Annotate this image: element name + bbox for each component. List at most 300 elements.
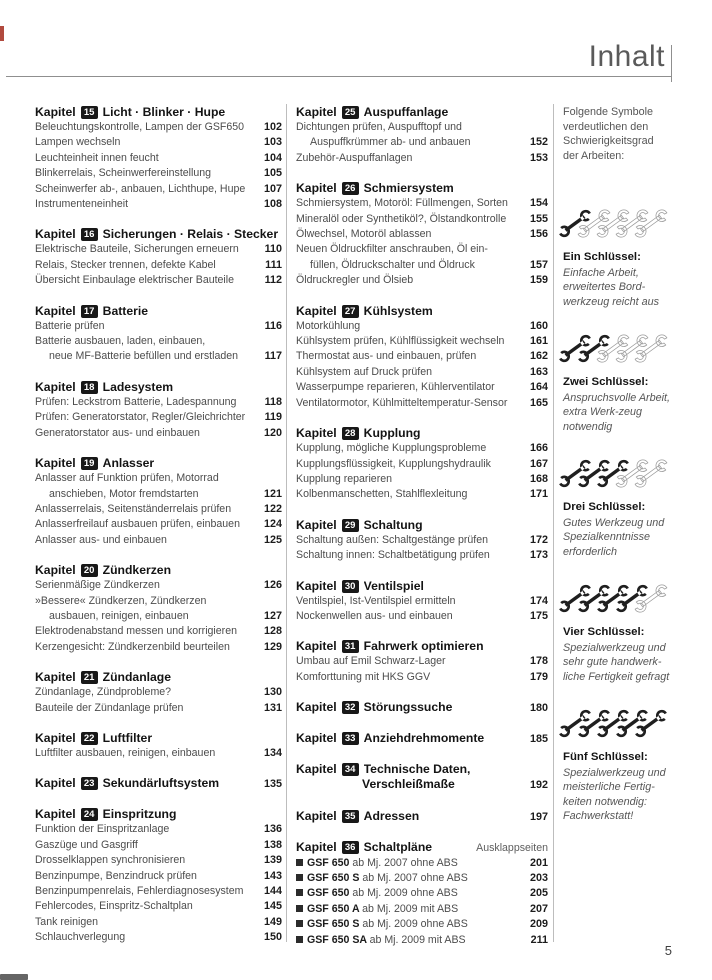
chapter-title: Licht · Blinker · Hupe: [102, 105, 226, 119]
chapter-heading: [35, 562, 282, 578]
difficulty-level: [563, 451, 705, 559]
page-number: 138: [263, 838, 282, 851]
chapter-heading: [296, 104, 548, 120]
chapter-title: Schmiersystem: [363, 181, 454, 196]
page-number: 126: [263, 579, 282, 592]
page-number: 144: [263, 885, 282, 897]
entry-text: Ventilspiel, Ist-Ventilspiel ermitteln: [296, 594, 456, 607]
entry-text: Zündanlage, Zündprobleme?: [35, 686, 172, 699]
wrench-icon-filled: [603, 451, 622, 497]
toc-entry: [296, 242, 548, 257]
page-number: 157: [529, 258, 548, 271]
chapter-section: [296, 578, 548, 625]
wrench-icon-filled: [584, 326, 603, 372]
toc-entry: [296, 533, 548, 548]
toc-column-right: [296, 104, 548, 948]
chapter-word: Kapitel: [35, 456, 76, 471]
entry-text: Nockenwellen aus- und einbauen: [296, 609, 453, 622]
chapter-heading: [296, 578, 548, 594]
chapter-heading: [296, 761, 548, 777]
page-number: 116: [264, 319, 282, 332]
toc-entry: [35, 578, 282, 593]
chapter-title: Einspritzung: [102, 807, 177, 822]
wrench-icon-outline: [641, 201, 660, 247]
scan-mark-top-left: [0, 26, 4, 41]
chapter-number-badge: 24: [81, 808, 98, 821]
square-bullet-icon: [296, 874, 303, 881]
page-title: Inhalt: [588, 40, 665, 73]
chapter-title: Störungssuche: [363, 700, 453, 715]
toc-entry: [296, 151, 548, 166]
entry-text: Tank reinigen: [35, 915, 99, 928]
toc-entry: [35, 135, 282, 150]
entry-text: Batterie ausbauen, laden, einbauen,: [35, 335, 206, 348]
chapter-word: Kapitel: [35, 730, 76, 745]
toc-entry: [35, 319, 282, 334]
toc-entry: [296, 135, 548, 150]
wrench-row: [565, 326, 705, 372]
entry-text: Ventilatormotor, Kühlmitteltemperatur-Sensor: [296, 396, 508, 409]
chapter-section: [35, 104, 282, 212]
toc-entry: [296, 487, 548, 502]
page-number: 168: [529, 472, 548, 485]
column-divider: [286, 104, 287, 942]
chapter-section: [35, 455, 282, 548]
entry-text: GSF 650 SA ab Mj. 2009 mit ABS: [296, 933, 527, 948]
page-number: 162: [529, 350, 548, 363]
chapter-title: Luftfilter: [102, 730, 153, 745]
entry-text: Blinkerrelais, Scheinwerfereinstellung: [35, 167, 212, 180]
page-number: 164: [529, 381, 548, 394]
toc-entry: [296, 212, 548, 227]
chapter-number-badge: 16: [81, 228, 98, 241]
page-number: 174: [529, 594, 548, 607]
page-number: 130: [263, 686, 282, 699]
chapter-number-badge: 36: [342, 841, 359, 854]
page-number: 102: [263, 121, 282, 133]
chapter-word: Kapitel: [296, 105, 337, 119]
page-number: 159: [529, 274, 548, 287]
page-number: 127: [263, 609, 282, 622]
chapter-word: Kapitel: [35, 807, 76, 822]
entry-text: GSF 650 ab Mj. 2007 ohne ABS: [296, 856, 526, 871]
chapter-title: Anziehdrehmomente: [363, 731, 485, 746]
entry-text: Schaltung innen: Schaltbetätigung prüfen: [296, 549, 490, 562]
chapter-title: Fahrwerk optimieren: [363, 639, 484, 654]
chapter-title: Kühlsystem: [363, 303, 433, 318]
toc-entry: [296, 334, 548, 349]
toc-entry: [35, 151, 282, 166]
wrench-row: [565, 451, 705, 497]
model-name: GSF 650 S: [307, 918, 363, 931]
toc-entry: [35, 349, 282, 364]
entry-text: GSF 650 A ab Mj. 2009 mit ABS: [296, 902, 526, 917]
chapter-number-badge: 17: [81, 305, 98, 318]
page-number: 108: [263, 198, 282, 211]
entry-text: Mineralöl oder Synthetiköl?, Ölstandkontrolle: [296, 212, 507, 225]
page-number: 180: [529, 702, 548, 715]
entry-text: Relais, Stecker trennen, defekte Kabel: [35, 258, 216, 271]
toc-entry: [35, 640, 282, 655]
page-number: 163: [529, 365, 548, 378]
entry-text: Komforttuning mit HKS GGV: [296, 670, 431, 683]
chapter-section: [296, 425, 548, 503]
page-number: 128: [263, 625, 282, 638]
wrench-icon-filled: [622, 576, 641, 622]
entry-text: Kolbenmanschetten, Stahlflexleitung: [296, 488, 468, 501]
chapter-number-badge: 21: [81, 671, 98, 684]
page-number: 107: [263, 182, 282, 195]
entry-text: Prüfen: Leckstrom Batterie, Ladespannung: [35, 395, 237, 408]
page-number: 136: [263, 823, 282, 836]
chapter-section: [35, 806, 282, 945]
entry-text: füllen, Öldruckschalter und Öldruck: [310, 258, 475, 271]
wrench-icon-filled: [641, 701, 660, 747]
entry-text: Kupplung reparieren: [296, 472, 393, 485]
chapter-word: Kapitel: [296, 426, 337, 441]
chapter-number-badge: 23: [81, 777, 98, 790]
difficulty-level: [563, 576, 705, 684]
page-number: 120: [263, 426, 282, 439]
toc-entry: [35, 899, 282, 914]
entry-text: ausbauen, reinigen, einbauen: [49, 609, 189, 622]
entry-text: Anlasserrelais, Seitenständerrelais prüfen: [35, 502, 232, 515]
chapter-section: [296, 104, 548, 166]
page-number: 178: [529, 655, 548, 668]
square-bullet-icon: [296, 920, 303, 927]
page-number: 172: [529, 533, 548, 546]
entry-text: Leuchteinheit innen feucht: [35, 151, 159, 164]
chapter-number-badge: 34: [342, 763, 359, 776]
chapter-heading-line2: [296, 777, 548, 793]
wrench-row: [565, 701, 705, 747]
entry-text: Instrumenteneinheit: [35, 198, 129, 211]
chapter-word: Kapitel: [296, 578, 337, 593]
entry-text: Kühlsystem auf Druck prüfen: [296, 365, 433, 378]
chapter-title: Anlasser: [102, 456, 155, 471]
page-number: 171: [529, 488, 548, 501]
chapter-section: [35, 226, 282, 288]
chapter-word: Kapitel: [296, 303, 337, 318]
toc-entry: [296, 349, 548, 364]
chapter-section: [296, 699, 548, 716]
chapter-section: [35, 775, 282, 792]
chapter-title: Zündanlage: [102, 670, 172, 685]
entry-text: Generatorstator aus- und einbauen: [35, 426, 200, 439]
toc-column-left: [35, 104, 282, 946]
legend-intro-text: Folgende Symbole verdeutlichen den Schwierigkeitsgrad der Arbeiten:: [563, 106, 654, 162]
entry-text: Funktion der Einspritzanlage: [35, 823, 170, 836]
page-number: 139: [263, 854, 282, 867]
page-number: 156: [529, 228, 548, 241]
chapter-section: [296, 839, 548, 948]
difficulty-legend: [563, 105, 705, 841]
page-number: 150: [263, 931, 282, 944]
toc-entry: [296, 933, 548, 948]
chapter-title: Ventilspiel: [363, 578, 424, 593]
chapter-section: [296, 730, 548, 747]
entry-text: GSF 650 S ab Mj. 2009 ohne ABS: [296, 917, 526, 932]
page-number: 131: [263, 701, 282, 714]
toc-entry: [35, 822, 282, 837]
chapter-number-badge: 32: [342, 701, 359, 714]
chapter-number-badge: 26: [342, 182, 359, 195]
page-number: 143: [263, 869, 282, 882]
chapter-word: Kapitel: [296, 517, 337, 532]
page-number: 124: [263, 518, 282, 531]
difficulty-label: Ein Schlüssel:: [563, 251, 641, 263]
model-name: GSF 650: [307, 856, 353, 869]
toc-entry: [35, 915, 282, 930]
entry-text: Motorkühlung: [296, 319, 361, 332]
chapter-word: Kapitel: [35, 670, 76, 685]
toc-entry: [296, 227, 548, 242]
entry-text: Umbau auf Emil Schwarz-Lager: [296, 655, 446, 668]
difficulty-label: Vier Schlüssel:: [563, 626, 645, 638]
entry-text: Anlasser aus- und einbauen: [35, 533, 167, 546]
chapter-number-badge: 35: [342, 810, 359, 823]
difficulty-description: Spezialwerkzeug und sehr gute handwerk-liche Fertigkeit gefragt: [563, 641, 670, 683]
wrench-icon-filled: [565, 201, 584, 247]
toc-entry: [35, 410, 282, 425]
toc-entry: [35, 746, 282, 761]
difficulty-description: Gutes Werkzeug und Spezialkenntnisse erforderlich: [563, 516, 665, 558]
chapter-number-badge: 18: [81, 381, 98, 394]
wrench-row: [565, 201, 705, 247]
page-number: 205: [529, 887, 548, 900]
entry-text: Fehlercodes, Einspritz-Schaltplan: [35, 900, 193, 913]
chapter-number-badge: 25: [342, 106, 359, 119]
toc-entry: [35, 869, 282, 884]
page-number: 165: [529, 396, 548, 409]
page-number: 129: [263, 640, 282, 653]
entry-text: Prüfen: Generatorstator, Regler/Gleichrichter: [35, 411, 246, 424]
toc-entry: [35, 197, 282, 212]
toc-entry: [296, 654, 548, 669]
toc-entry: [35, 502, 282, 517]
model-name: GSF 650 S: [307, 871, 363, 884]
chapter-word: Kapitel: [35, 105, 76, 119]
page-number: 145: [263, 900, 282, 913]
chapter-number-badge: 22: [81, 732, 98, 745]
model-name: GSF 650: [307, 887, 353, 900]
difficulty-label: Fünf Schlüssel:: [563, 751, 648, 763]
chapter-heading: [296, 425, 548, 441]
toc-entry: [35, 701, 282, 716]
toc-entry: [35, 258, 282, 273]
chapter-word: Kapitel: [296, 639, 337, 654]
page-number: 117: [264, 350, 282, 363]
difficulty-label: Drei Schlüssel:: [563, 501, 646, 513]
page-number: 203: [529, 871, 548, 884]
chapter-section: [35, 669, 282, 716]
entry-text: Gaszüge und Gasgriff: [35, 838, 138, 851]
chapter-word: Kapitel: [296, 808, 337, 823]
wrench-icon-outline: [641, 326, 660, 372]
chapter-number-badge: 30: [342, 580, 359, 593]
entry-text: Anlasser auf Funktion prüfen, Motorrad: [35, 472, 219, 485]
chapter-section: [296, 761, 548, 793]
entry-text: Thermostat aus- und einbauen, prüfen: [296, 350, 477, 363]
page-number: 173: [529, 549, 548, 562]
toc-entry: [35, 166, 282, 181]
entry-text: Kupplung, mögliche Kupplungsprobleme: [296, 442, 487, 455]
chapter-title: Schaltpläne: [363, 839, 433, 854]
toc-entry: [35, 853, 282, 868]
page-number: 154: [529, 197, 548, 210]
chapter-heading: [296, 180, 548, 196]
chapter-number-badge: 20: [81, 564, 98, 577]
square-bullet-icon: [296, 905, 303, 912]
chapter-section: [35, 379, 282, 441]
toc-entry: [296, 856, 548, 871]
chapter-title: Technische Daten,: [363, 762, 471, 777]
chapter-number-badge: 33: [342, 732, 359, 745]
toc-entry: [35, 273, 282, 288]
difficulty-description: Spezialwerkzeug und meisterliche Fertig-keiten notwendig: Fachwerkstatt!: [563, 766, 666, 822]
chapter-word: Kapitel: [296, 181, 337, 196]
model-name: GSF 650 SA: [307, 933, 370, 946]
difficulty-description: Anspruchsvolle Arbeit, extra Werk-zeug notwendig: [563, 391, 671, 433]
chapter-word: Kapitel: [35, 563, 76, 578]
page-number: 167: [529, 457, 548, 470]
chapter-heading: [35, 669, 282, 685]
entry-text: Übersicht Einbaulage elektrischer Bauteile: [35, 274, 235, 287]
chapter-number-badge: 19: [81, 457, 98, 470]
square-bullet-icon: [296, 936, 303, 943]
toc-entry: [296, 670, 548, 685]
entry-text: anschieben, Motor fremdstarten: [49, 487, 199, 500]
difficulty-level: [563, 701, 705, 824]
toc-entry: [296, 380, 548, 395]
page-number: 152: [529, 136, 548, 149]
page-number: 197: [529, 810, 548, 823]
model-name: GSF 650 A: [307, 902, 363, 915]
chapter-section: [296, 638, 548, 685]
chapter-title: Ladesystem: [102, 379, 174, 394]
entry-text: Kerzengesicht: Zündkerzenbild beurteilen: [35, 640, 230, 653]
chapter-word: Kapitel: [35, 227, 76, 242]
entry-text: Anlasserfreilauf ausbauen prüfen, einbauen: [35, 518, 240, 531]
header-vertical-rule: [671, 45, 672, 82]
entry-text: Öldruckregler und Ölsieb: [296, 274, 414, 287]
entry-text: Zubehör-Auspuffanlagen: [296, 151, 413, 164]
page-number: 153: [529, 151, 548, 164]
toc-entry: [296, 196, 548, 211]
toc-entry: [296, 396, 548, 411]
page-number: 161: [529, 335, 548, 348]
page-number: 185: [529, 733, 548, 746]
chapter-heading: [35, 730, 282, 746]
entry-text: Wasserpumpe reparieren, Kühlerventilator: [296, 381, 495, 394]
header-rule: [6, 76, 671, 77]
page-number: 110: [264, 243, 282, 256]
toc-entry: [296, 319, 548, 334]
chapter-number-badge: 29: [342, 519, 359, 532]
chapter-title: Adressen: [363, 808, 420, 823]
page-number: 211: [530, 933, 548, 946]
entry-text: Elektrodenabstand messen und korrigieren: [35, 625, 237, 638]
entry-text: Batterie prüfen: [35, 319, 105, 332]
toc-entry: [35, 426, 282, 441]
page-number-footer: 5: [664, 943, 672, 958]
chapter-section: [35, 562, 282, 655]
chapter-heading: [35, 303, 282, 319]
difficulty-level: [563, 326, 705, 434]
page-number: 149: [263, 915, 282, 928]
page-number: 160: [529, 319, 548, 332]
entry-text: Dichtungen prüfen, Auspufftopf und: [296, 121, 462, 133]
chapter-title-continued: Verschleißmaße: [362, 777, 455, 792]
chapter-word: Kapitel: [35, 379, 76, 394]
toc-entry: [35, 120, 282, 135]
entry-text: GSF 650 ab Mj. 2009 ohne ABS: [296, 886, 526, 901]
toc-entry: [35, 930, 282, 945]
wrench-icon-outline: [641, 451, 660, 497]
page-number: 135: [263, 778, 282, 791]
entry-text: Schlauchverlegung: [35, 931, 126, 944]
difficulty-description: Einfache Arbeit, erweitertes Bord-werkzeug reicht aus: [563, 266, 660, 308]
page-number: 134: [263, 746, 282, 759]
entry-text: Drosselklappen synchronisieren: [35, 854, 186, 867]
chapter-word: Kapitel: [296, 700, 337, 715]
chapter-number-badge: 27: [342, 305, 359, 318]
page-number: 104: [263, 151, 282, 164]
chapter-title: Batterie: [102, 303, 149, 318]
page-number: 125: [263, 533, 282, 546]
page-number: 121: [263, 487, 282, 500]
chapter-heading: [296, 303, 548, 319]
square-bullet-icon: [296, 889, 303, 896]
chapter-heading: [35, 379, 282, 395]
toc-entry: [35, 471, 282, 486]
chapter-word: Kapitel: [35, 776, 76, 791]
toc-entry: [35, 334, 282, 349]
square-bullet-icon: [296, 859, 303, 866]
entry-text: Neuen Öldruckfilter anschrauben, Öl ein-: [296, 243, 488, 256]
chapter-heading: [35, 775, 282, 792]
toc-entry: [35, 624, 282, 639]
page-number: 118: [264, 395, 282, 408]
chapter-title: Auspuffanlage: [363, 105, 449, 119]
chapter-title: Kupplung: [363, 426, 421, 441]
chapter-heading: [35, 226, 282, 242]
entry-text: Elektrische Bauteile, Sicherungen erneuern: [35, 243, 239, 256]
page-number: 105: [263, 167, 282, 180]
toc-entry: [35, 533, 282, 548]
entry-text: Lampen wechseln: [35, 136, 121, 149]
chapter-heading: [35, 455, 282, 471]
toc-entry: [35, 242, 282, 257]
chapter-title: Zündkerzen: [102, 563, 172, 578]
chapter-heading: [296, 517, 548, 533]
toc-entry: [35, 685, 282, 700]
page-number: 192: [529, 779, 548, 792]
entry-text: Auspuffkrümmer ab- und anbauen: [310, 136, 471, 149]
toc-entry: [296, 472, 548, 487]
chapter-title: Schaltung: [363, 517, 423, 532]
chapter-heading: [35, 806, 282, 822]
chapter-section: [35, 303, 282, 365]
page-number: 179: [529, 670, 548, 683]
chapter-word: Kapitel: [296, 839, 337, 854]
entry-text: Beleuchtungskontrolle, Lampen der GSF650: [35, 121, 245, 133]
toc-entry: [35, 838, 282, 853]
entry-text: Bauteile der Zündanlage prüfen: [35, 701, 184, 714]
chapter-heading: [296, 638, 548, 654]
entry-text: Kupplungsflüssigkeit, Kupplungshydraulik: [296, 457, 491, 470]
legend-levels: [563, 201, 705, 824]
